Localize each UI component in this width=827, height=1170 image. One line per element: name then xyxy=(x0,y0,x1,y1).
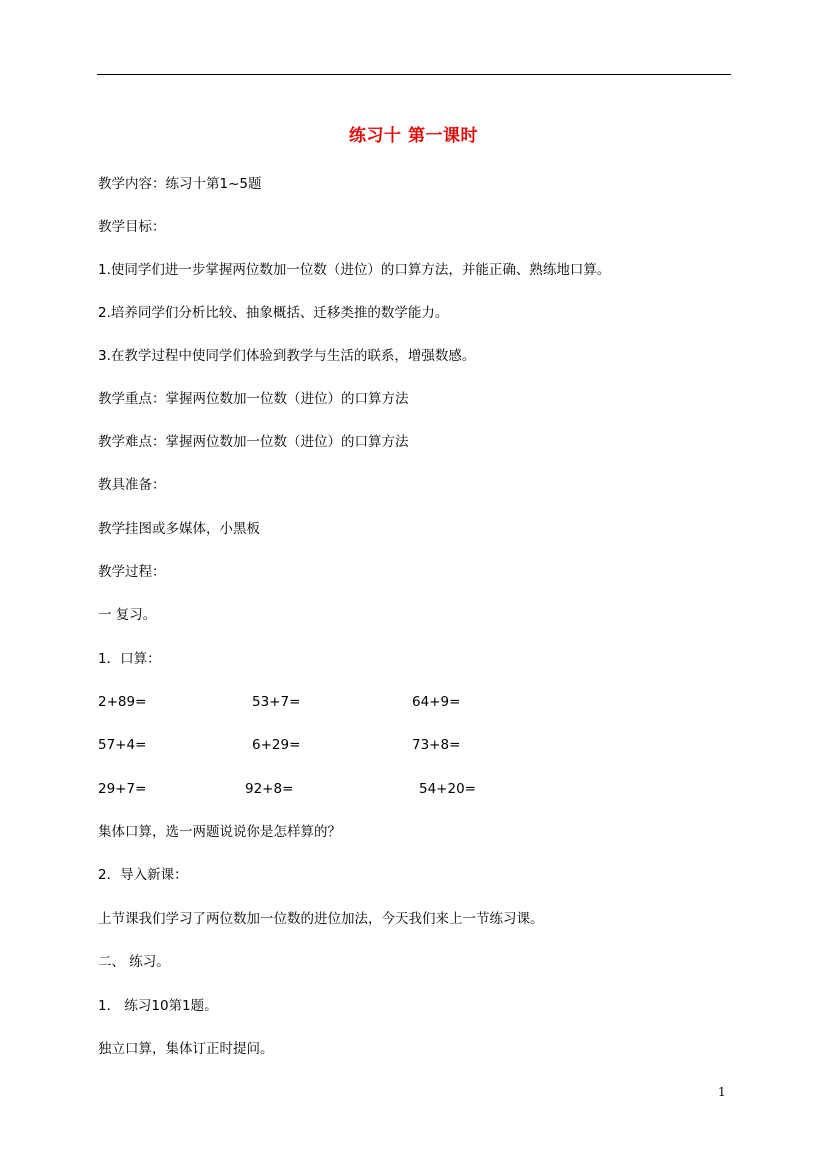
practice-1: 1． 练习10第1题。 xyxy=(98,998,218,1014)
process-heading: 教学过程： xyxy=(98,564,166,580)
teaching-content: 教学内容：练习十第1~5题 xyxy=(98,176,262,192)
group-calc: 集体口算，选一两题说说你是怎样算的？ xyxy=(98,824,341,840)
independent-calc: 独立口算，集体订正时提问。 xyxy=(98,1041,274,1057)
page-title: 练习十 第一课时 xyxy=(349,126,478,146)
exercise-cell: 2+89= xyxy=(98,694,147,710)
exercise-cell: 92+8= xyxy=(245,781,294,797)
exercise-cell: 57+4= xyxy=(98,737,147,753)
difficult-point: 教学难点：掌握两位数加一位数（进位）的口算方法 xyxy=(98,434,409,450)
exercise-cell: 64+9= xyxy=(412,694,461,710)
goal-2: 2.培养同学们分析比较、抽象概括、迁移类推的数学能力。 xyxy=(98,305,449,321)
header-rule xyxy=(97,74,731,75)
sub-oral-calc: 1．口算： xyxy=(98,651,161,667)
teaching-goals-heading: 教学目标： xyxy=(98,219,166,235)
goal-3: 3.在教学过程中使同学们体验到教学与生活的联系，增强数感。 xyxy=(98,348,476,364)
exercise-cell: 54+20= xyxy=(419,781,476,797)
key-point: 教学重点：掌握两位数加一位数（进位）的口算方法 xyxy=(98,391,409,407)
exercise-cell: 29+7= xyxy=(98,781,147,797)
section-review: 一 复习。 xyxy=(98,607,157,623)
tools-heading: 教具准备： xyxy=(98,477,166,493)
intro: 上节课我们学习了两位数加一位数的进位加法，今天我们来上一节练习课。 xyxy=(98,911,544,927)
page-number: 1 xyxy=(718,1085,726,1099)
sub-intro: 2．导入新课： xyxy=(98,867,188,883)
exercise-cell: 73+8= xyxy=(412,737,461,753)
exercise-cell: 53+7= xyxy=(252,694,301,710)
exercise-cell: 6+29= xyxy=(252,737,301,753)
section-practice: 二、 练习。 xyxy=(98,954,170,970)
tools: 教学挂图或多媒体，小黑板 xyxy=(98,521,260,537)
goal-1: 1.使同学们进一步掌握两位数加一位数（进位）的口算方法，并能正确、熟练地口算。 xyxy=(98,262,611,278)
